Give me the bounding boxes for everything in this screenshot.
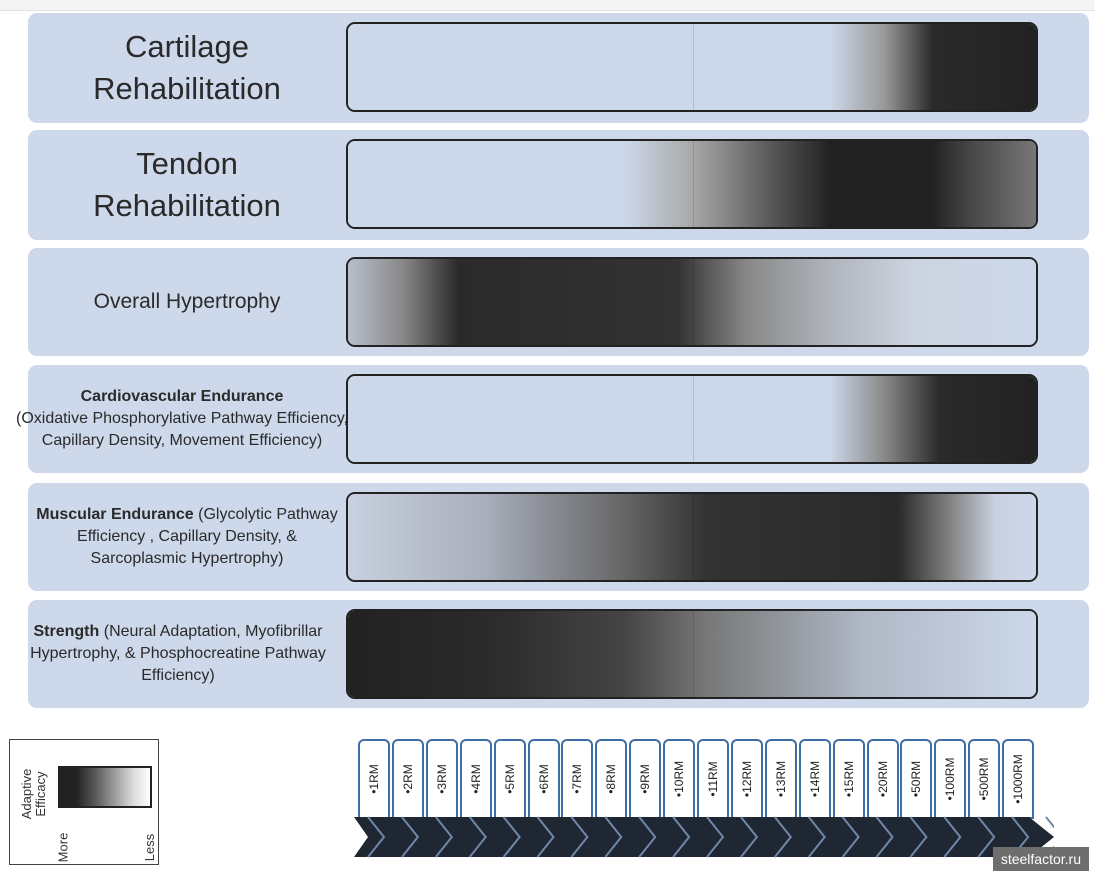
row-cartilage-rehabilitation: [28, 13, 1089, 123]
efficacy-gradient: [348, 24, 1036, 110]
legend-more-label: More: [55, 832, 71, 863]
label-line: Rehabilitation: [93, 188, 281, 223]
label-rest: (Glycolytic Pathway Efficiency , Capillary Density, & Sarcoplasmic Hypertrophy): [77, 506, 338, 567]
rep-label: •500RM: [977, 757, 992, 801]
efficacy-gradient: [348, 259, 1036, 345]
rep-tab: [900, 739, 932, 819]
rep-label: •11RM: [706, 761, 720, 797]
row-label: [28, 248, 346, 356]
rep-label: •2RM: [400, 764, 415, 794]
rep-tab: [595, 739, 627, 819]
rep-label: •6RM: [536, 764, 551, 794]
bar-divider: [693, 24, 694, 110]
label-bold: Cardiovascular Endurance: [80, 388, 284, 405]
efficacy-gradient: [348, 494, 1036, 580]
row-strength: [28, 600, 1089, 708]
rep-label: •8RM: [604, 764, 619, 794]
rep-tab: [968, 739, 1000, 819]
rep-tab: [561, 739, 593, 819]
rep-tab: [1002, 739, 1034, 819]
efficacy-gradient: [348, 611, 1036, 697]
efficacy-bar: [346, 257, 1038, 347]
rep-label: •9RM: [638, 764, 653, 794]
rep-tab: [867, 739, 899, 819]
row-label: [28, 600, 328, 708]
bar-divider: [693, 494, 694, 580]
label-line: Overall Hypertrophy: [93, 290, 281, 313]
legend-less-label: Less: [142, 833, 158, 862]
bar-divider: [693, 259, 694, 345]
rep-tab: [663, 739, 695, 819]
row-muscular-endurance: [28, 483, 1089, 591]
rep-label: •15RM: [841, 760, 856, 798]
legend-gradient: [58, 766, 152, 808]
efficacy-bar: [346, 609, 1038, 699]
row-label: [28, 13, 346, 123]
efficacy-gradient: [348, 141, 1036, 227]
rep-tab: [460, 739, 492, 819]
rep-tab: [765, 739, 797, 819]
rep-label: •4RM: [468, 764, 483, 794]
rep-tab: [697, 739, 729, 819]
efficacy-bar: [346, 374, 1038, 464]
label-rest: (Oxidative Phosphorylative Pathway Efficiency, Capillary Density, Movement Efficiency): [15, 410, 348, 449]
rep-label: •10RM: [672, 760, 687, 798]
rep-label: •13RM: [773, 760, 788, 798]
rep-label: •1000RM: [1011, 754, 1026, 804]
label-bold: Strength: [33, 623, 100, 640]
bar-divider: [693, 141, 694, 227]
row-tendon-rehabilitation: [28, 130, 1089, 240]
rep-range-axis: [354, 739, 1054, 863]
efficacy-bar: [346, 139, 1038, 229]
efficacy-gradient: [348, 376, 1036, 462]
rep-tab: [494, 739, 526, 819]
efficacy-bar: [346, 22, 1038, 112]
rep-tab: [934, 739, 966, 819]
rep-label: •50RM: [909, 760, 924, 798]
rep-label: •100RM: [943, 757, 958, 801]
rep-label: •3RM: [434, 764, 449, 794]
row-label: [28, 130, 346, 240]
legend-title: Adaptive Efficacy: [19, 768, 48, 820]
rep-label: •12RM: [739, 760, 754, 798]
label-rest: (Neural Adaptation, Myofibrillar Hypertrophy, & Phosphocreatine Pathway Efficiency): [30, 623, 326, 684]
label-line: Tendon: [136, 146, 238, 181]
efficacy-bar: [346, 492, 1038, 582]
row-label: [28, 483, 346, 591]
rep-tab: [426, 739, 458, 819]
rep-tab: [629, 739, 661, 819]
row-overall-hypertrophy: [28, 248, 1089, 356]
rep-label: •1RM: [367, 764, 381, 794]
top-strip: [0, 0, 1095, 11]
rep-tab: [358, 739, 390, 819]
rep-tab: [833, 739, 865, 819]
rep-label: •7RM: [570, 764, 585, 794]
rep-tab: [528, 739, 560, 819]
bar-divider: [693, 376, 694, 462]
watermark: steelfactor.ru: [993, 847, 1089, 871]
label-line: Cartilage: [124, 29, 250, 64]
rep-tab: [799, 739, 831, 819]
efficacy-legend: [9, 739, 159, 865]
rep-tab: [392, 739, 424, 819]
rep-label: •5RM: [502, 764, 517, 794]
label-bold: Muscular Endurance: [36, 506, 194, 523]
bar-divider: [693, 611, 694, 697]
chevron-arrow: [354, 815, 1054, 859]
rep-label: •20RM: [875, 760, 890, 798]
rep-label: •14RM: [807, 760, 822, 798]
label-line: Rehabilitation: [93, 71, 281, 106]
rep-tab: [731, 739, 763, 819]
row-label: [6, 365, 358, 473]
row-cardiovascular-endurance: [15, 365, 1089, 473]
